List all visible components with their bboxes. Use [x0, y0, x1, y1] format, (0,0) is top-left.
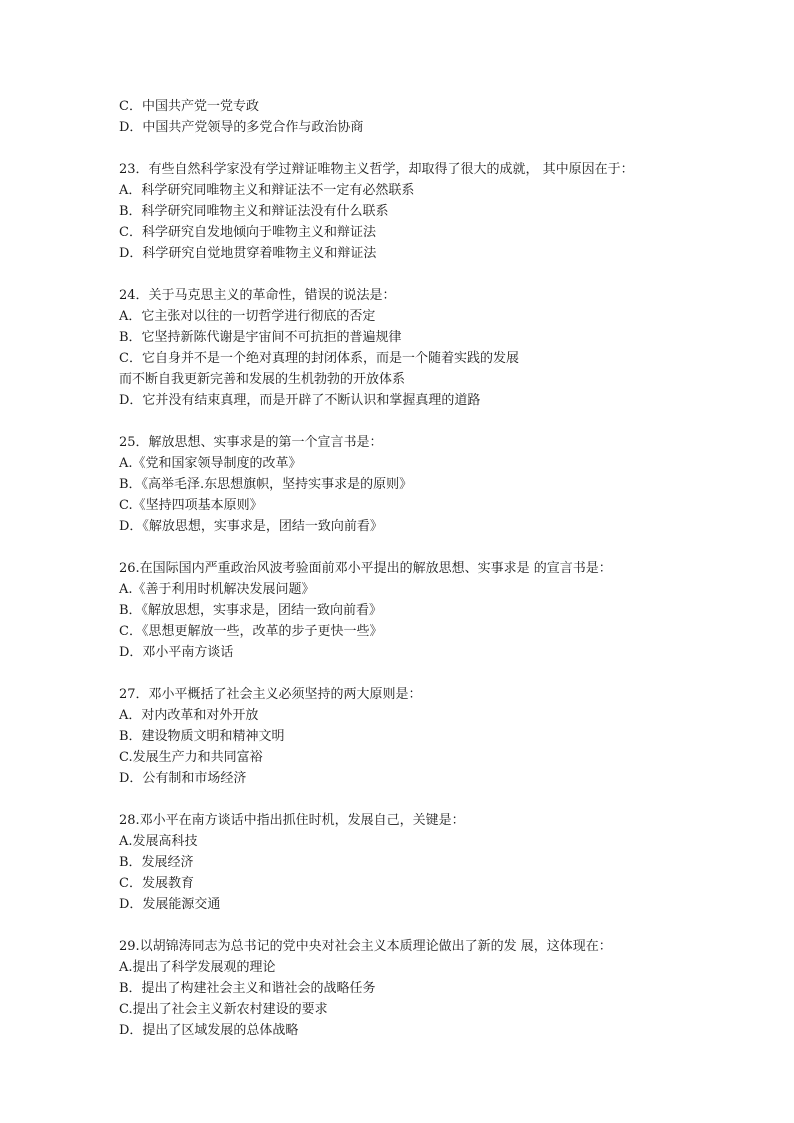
question-stem: 25．解放思想、实事求是的第一个宣言书是： [119, 435, 383, 450]
option-line: C．它自身并不是一个绝对真理的封闭体系，而是一个随着实践的发展 [119, 351, 519, 366]
option-line: B．科学研究同唯物主义和辩证法没有什么联系 [119, 204, 389, 219]
option-line: B．它坚持新陈代谢是宇宙间不可抗拒的普遍规律 [119, 330, 402, 345]
option-line: A.《党和国家领导制度的改革》 [119, 456, 302, 471]
option-line: D．公有制和市场经济 [119, 771, 247, 786]
question-stem: 29.以胡锦涛同志为总书记的党中央对社会主义本质理论做出了新的发 展，这体现在： [119, 939, 612, 954]
option-line: A.《善于利用时机解决发展问题》 [119, 582, 315, 597]
option-line: A.提出了科学发展观的理论 [119, 960, 276, 975]
question-25 [119, 432, 719, 537]
question-stem: 27．邓小平概括了社会主义必须坚持的两大原则是： [119, 687, 422, 702]
option-line: D．中国共产党领导的多党合作与政治协商 [119, 120, 364, 135]
question-29 [119, 936, 719, 1041]
option-line: C.提出了社会主义新农村建设的要求 [119, 1002, 328, 1017]
option-line: D．发展能源交通 [119, 897, 221, 912]
option-line: C.发展生产力和共同富裕 [119, 750, 263, 765]
continuation-options [119, 96, 719, 138]
option-line: A．它主张对以往的一切哲学进行彻底的否定 [119, 309, 376, 324]
option-line: D．它并没有结束真理，而是开辟了不断认识和掌握真理的道路 [119, 393, 481, 408]
option-line: C．中国共产党一党专政 [119, 99, 259, 114]
option-line: D．《解放思想，实事求是，团结一致向前看》 [119, 519, 383, 534]
option-line: A．科学研究同唯物主义和辩证法不一定有必然联系 [119, 183, 415, 198]
question-stem: 23．有些自然科学家没有学过辩证唯物主义哲学，却取得了很大的成就， 其中原因在于： [119, 162, 634, 177]
document-page [119, 96, 719, 1041]
question-24 [119, 285, 719, 411]
option-line: A.发展高科技 [119, 834, 198, 849]
option-line: B．《高举毛泽.东思想旗帜，坚持实事求是的原则》 [119, 477, 413, 492]
option-line: C．发展教育 [119, 876, 194, 891]
option-line: D．科学研究自觉地贯穿着唯物主义和辩证法 [119, 246, 377, 261]
option-line: 而不断自我更新完善和发展的生机勃勃的开放体系 [119, 372, 406, 387]
option-line: A．对内改革和对外开放 [119, 708, 259, 723]
question-stem: 24．关于马克思主义的革命性，错误的说法是： [119, 288, 396, 303]
question-stem: 28.邓小平在南方谈话中指出抓住时机，发展自己，关键是： [119, 813, 465, 828]
question-23 [119, 159, 719, 264]
question-26 [119, 558, 719, 663]
option-line: D．提出了区域发展的总体战略 [119, 1023, 299, 1038]
question-27 [119, 684, 719, 789]
option-line: C．《思想更解放一些，改革的步子更快一些》 [119, 624, 383, 639]
option-line: B．建设物质文明和精神文明 [119, 729, 285, 744]
question-28 [119, 810, 719, 915]
question-stem: 26.在国际国内严重政治风波考验面前邓小平提出的解放思想、实事求是 的宣言书是： [119, 561, 612, 576]
option-line: B．提出了构建社会主义和谐社会的战略任务 [119, 981, 376, 996]
option-line: C．科学研究自发地倾向于唯物主义和辩证法 [119, 225, 376, 240]
option-line: C.《坚持四项基本原则》 [119, 498, 263, 513]
option-line: B．发展经济 [119, 855, 194, 870]
option-line: B．《解放思想，实事求是，团结一致向前看》 [119, 603, 383, 618]
option-line: D．邓小平南方谈话 [119, 645, 234, 660]
